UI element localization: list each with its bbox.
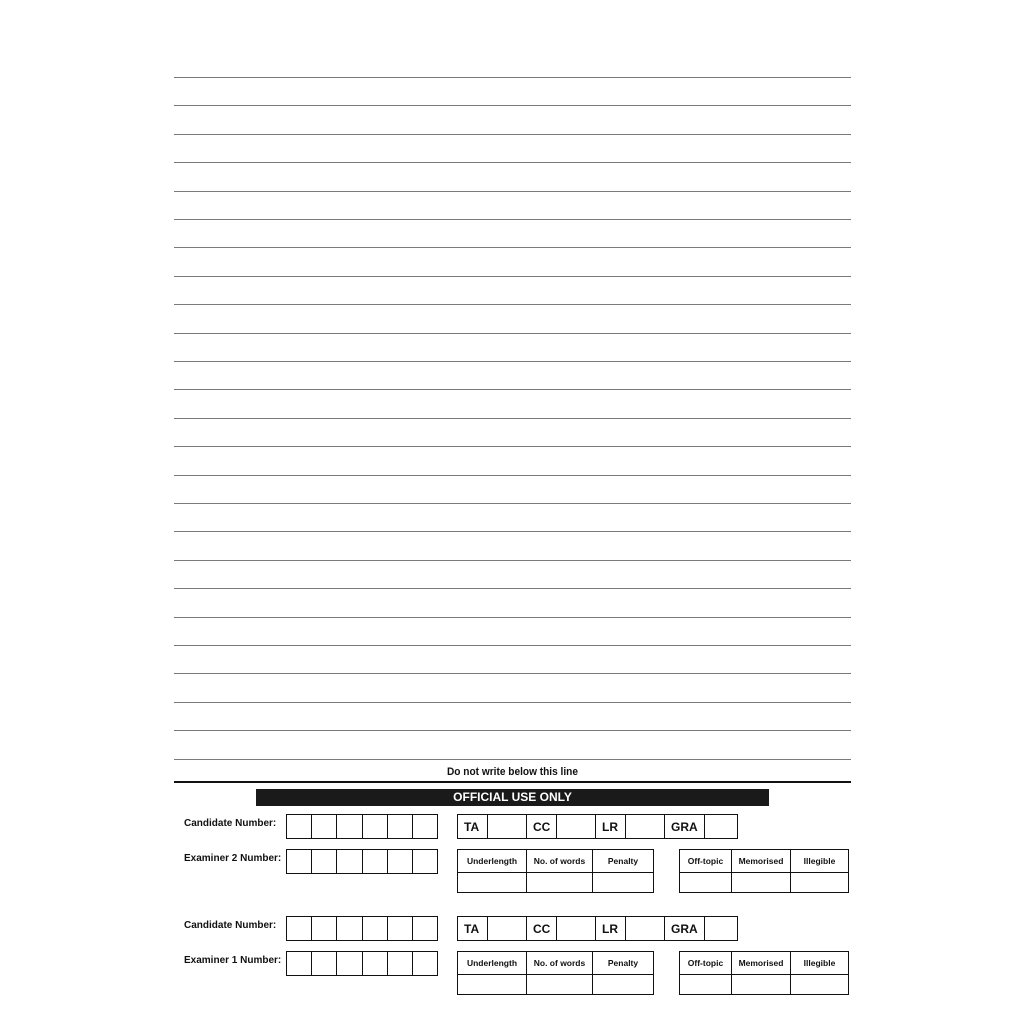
score-boxes[interactable] (457, 814, 738, 839)
writing-line (174, 588, 851, 589)
off-topic-header: Off-topic (680, 952, 732, 975)
examiner-2-number-label: Examiner 2 Number: (184, 853, 282, 864)
writing-line (174, 134, 851, 135)
writing-line (174, 475, 851, 476)
candidate-number-boxes[interactable] (286, 814, 438, 839)
illegible-header: Illegible (791, 952, 848, 975)
writing-line (174, 645, 851, 646)
writing-line (174, 191, 851, 192)
official-use-banner: OFFICIAL USE ONLY (256, 789, 769, 806)
memorised-header: Memorised (732, 850, 791, 873)
writing-line (174, 531, 851, 532)
examiner-1-number-boxes[interactable] (286, 951, 438, 976)
length-penalty-grid[interactable] (457, 849, 654, 893)
writing-line (174, 162, 851, 163)
no-of-words-header: No. of words (527, 952, 593, 975)
examiner-2-number-boxes[interactable] (286, 849, 438, 874)
writing-line (174, 333, 851, 334)
underlength-header: Underlength (458, 952, 527, 975)
writing-line (174, 560, 851, 561)
no-of-words-header: No. of words (527, 850, 593, 873)
score-key-cc: CC (527, 917, 557, 940)
candidate-number-boxes[interactable] (286, 916, 438, 941)
writing-line (174, 446, 851, 447)
do-not-write-notice: Do not write below this line (446, 766, 579, 778)
score-key-cc: CC (527, 815, 557, 838)
score-key-ta: TA (458, 917, 488, 940)
examiner-1-number-label: Examiner 1 Number: (184, 955, 282, 966)
writing-line (174, 247, 851, 248)
penalty-header: Penalty (593, 952, 653, 975)
length-penalty-grid[interactable] (457, 951, 654, 995)
off-topic-header: Off-topic (680, 850, 732, 873)
writing-line (174, 418, 851, 419)
writing-line (174, 730, 851, 731)
section-divider (174, 781, 851, 783)
writing-line (174, 617, 851, 618)
memorised-header: Memorised (732, 952, 791, 975)
writing-line (174, 304, 851, 305)
score-boxes[interactable] (457, 916, 738, 941)
score-key-lr: LR (596, 917, 626, 940)
writing-line (174, 105, 851, 106)
score-key-ta: TA (458, 815, 488, 838)
writing-line (174, 702, 851, 703)
flags-grid[interactable] (679, 951, 849, 995)
writing-line (174, 77, 851, 78)
illegible-header: Illegible (791, 850, 848, 873)
writing-line (174, 219, 851, 220)
writing-line (174, 361, 851, 362)
score-key-lr: LR (596, 815, 626, 838)
candidate-number-label: Candidate Number: (184, 920, 277, 931)
penalty-header: Penalty (593, 850, 653, 873)
writing-line (174, 673, 851, 674)
writing-line (174, 759, 851, 760)
flags-grid[interactable] (679, 849, 849, 893)
underlength-header: Underlength (458, 850, 527, 873)
candidate-number-label: Candidate Number: (184, 818, 277, 829)
writing-line (174, 389, 851, 390)
score-key-gra: GRA (665, 917, 705, 940)
writing-line (174, 276, 851, 277)
score-key-gra: GRA (665, 815, 705, 838)
writing-line (174, 503, 851, 504)
